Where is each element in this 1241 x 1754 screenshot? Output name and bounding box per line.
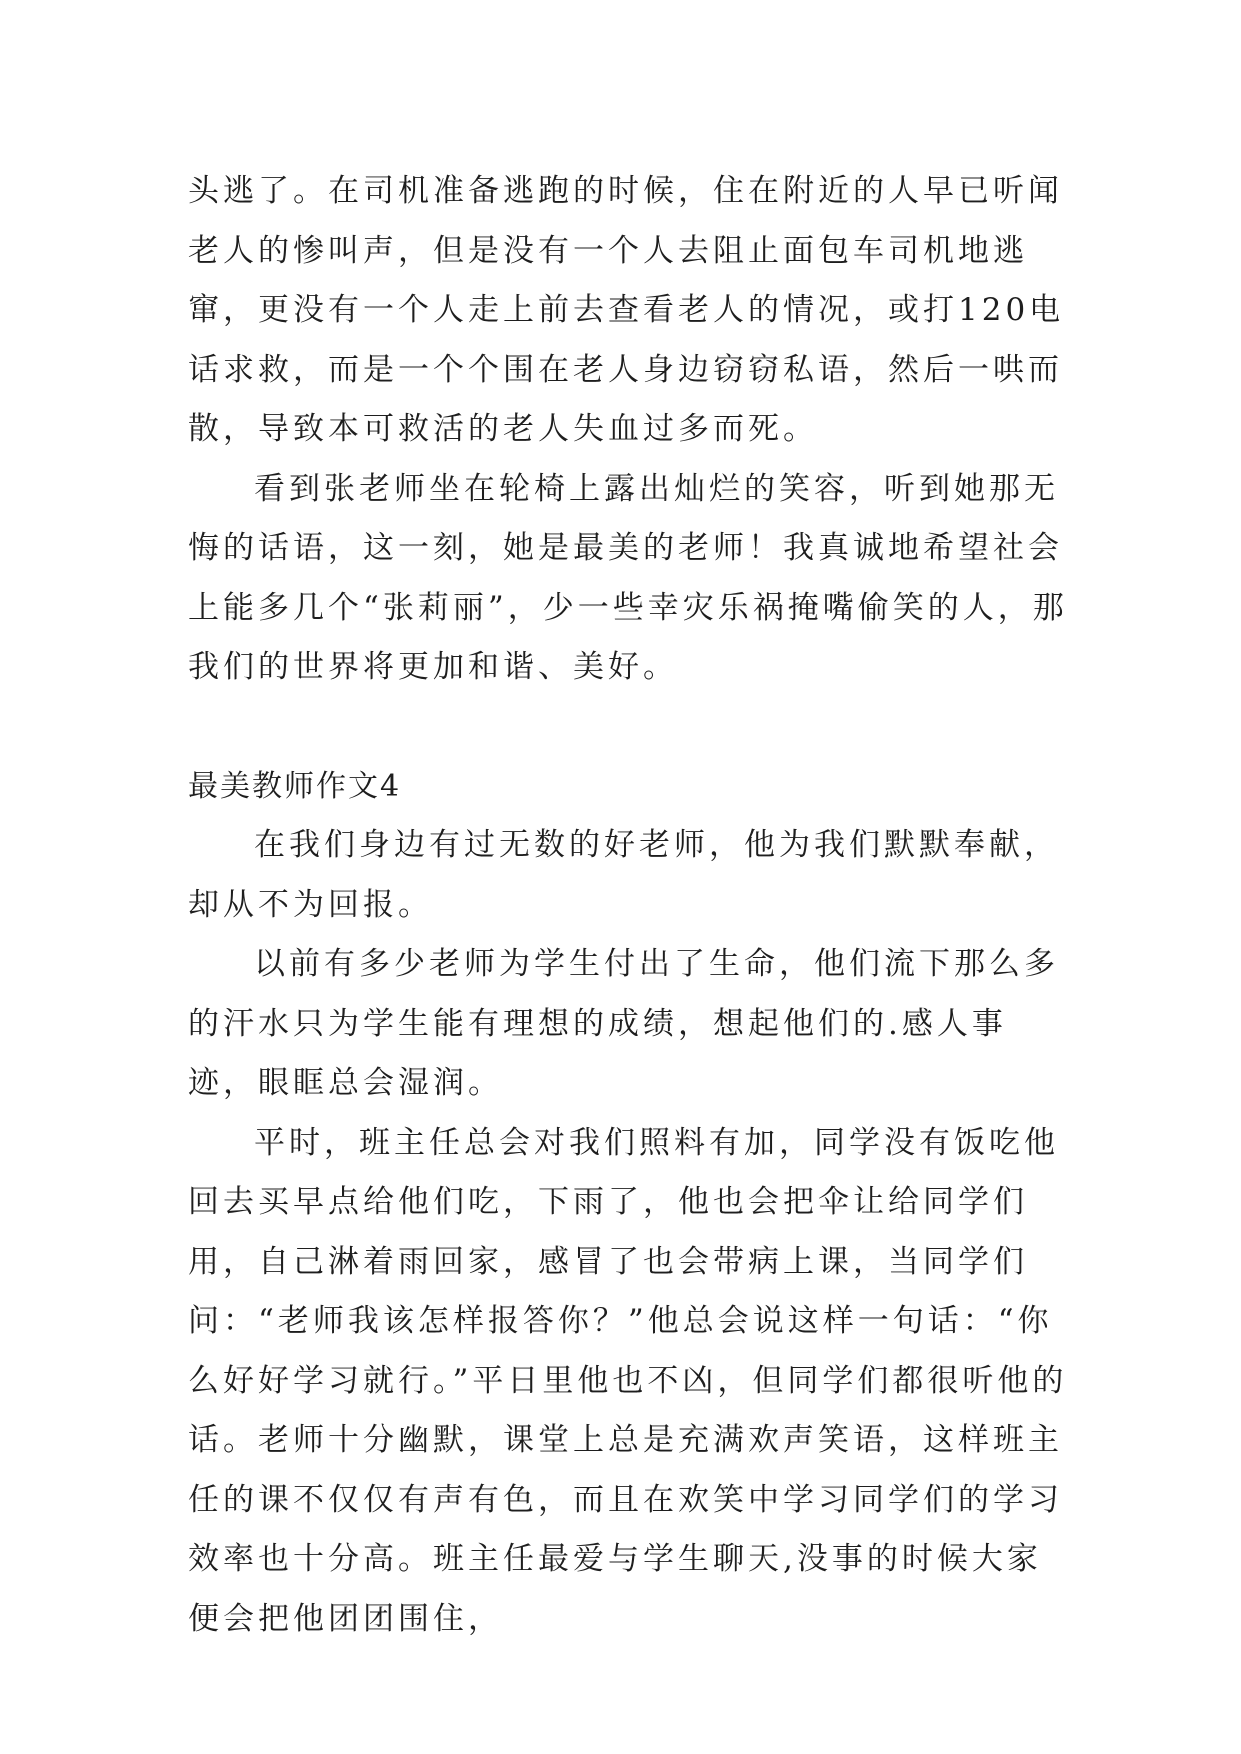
paragraph-conclusion: 看到张老师坐在轮椅上露出灿烂的笑容，听到她那无悔的话语，这一刻，她是最美的老师！我真诚地希望社会上能多几个“张莉丽”，少一些幸灾乐祸掩嘴偷笑的人，那我们的世界将更加和谐、美好。	[188, 470, 1068, 685]
paragraph-continued: 头逃了。在司机准备逃跑的时候，住在附近的人早已听闻老人的惨叫声，但是没有一个人去阻止面包车司机地逃窜，更没有一个人走上前去查看老人的情况，或打120电话求救，而是一个个围在老人身边窃窃私语，然后一哄而散，导致本可救活的老人失血过多而死。	[188, 173, 1065, 447]
section-heading: 最美教师作文4	[188, 768, 402, 804]
paragraph-sacrifice: 以前有多少老师为学生付出了生命，他们流下那么多的汗水只为学生能有理想的成绩，想起他们的.感人事迹，眼眶总会湿润。	[188, 946, 1059, 1101]
document-body	[188, 162, 1068, 1649]
paragraph-teacher-care: 平时，班主任总会对我们照料有加，同学没有饭吃他回去买早点给他们吃，下雨了，他也会把伞让给同学们用，自己淋着雨回家，感冒了也会带病上课，当同学们问：“老师我该怎样报答你？”他总会说这样一句话：“你么好好学习就行。”平日里他也不凶，但同学们都很听他的话。老师十分幽默，课堂上总是充满欢声笑语，这样班主任的课不仅仅有声有色，而且在欢笑中学习同学们的学习效率也十分高。班主任最爱与学生聊天,没事的时候大家便会把他团团围住，	[188, 1124, 1068, 1637]
paragraph-intro: 在我们身边有过无数的好老师，他为我们默默奉献，却从不为回报。	[188, 827, 1059, 923]
